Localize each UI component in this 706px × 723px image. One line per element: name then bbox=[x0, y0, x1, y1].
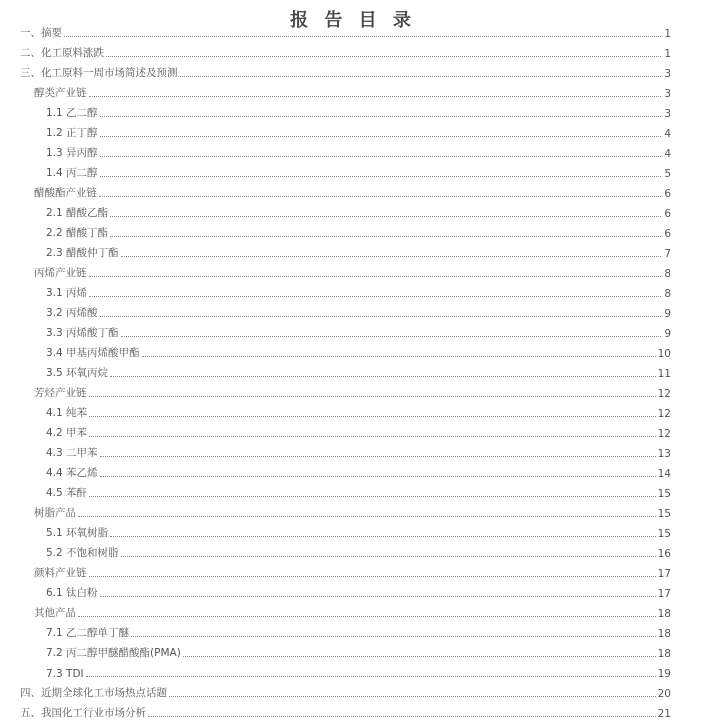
toc-entry-label: 一、摘要 bbox=[20, 27, 62, 39]
toc-dot-leader bbox=[89, 496, 656, 497]
toc-entry-label: 4.4 苯乙烯 bbox=[46, 467, 98, 479]
toc-dot-leader bbox=[100, 136, 661, 137]
toc-entry-page-number: 15 bbox=[657, 528, 671, 540]
toc-entry-page-number: 16 bbox=[657, 548, 671, 560]
toc-entry-label: 7.3 TDI bbox=[46, 668, 84, 680]
toc-entry-page-number: 21 bbox=[657, 708, 671, 720]
toc-entry-page-number: 1 bbox=[664, 48, 671, 60]
toc-entry-page-number: 3 bbox=[664, 68, 671, 80]
toc-entry[interactable] bbox=[46, 123, 671, 143]
toc-entry-label: 5.2 不饱和树脂 bbox=[46, 547, 119, 559]
toc-dot-leader bbox=[106, 56, 661, 57]
toc-dot-leader bbox=[89, 396, 656, 397]
toc-dot-leader bbox=[100, 316, 661, 317]
toc-dot-leader bbox=[121, 556, 656, 557]
report-title: 报 告 目 录 bbox=[290, 10, 416, 31]
toc-entry[interactable] bbox=[46, 283, 671, 303]
toc-entry-page-number: 9 bbox=[664, 308, 671, 320]
toc-dot-leader bbox=[89, 436, 656, 437]
toc-entry[interactable] bbox=[20, 683, 671, 703]
toc-dot-leader bbox=[142, 356, 656, 357]
toc-entry-label: 醇类产业链 bbox=[34, 87, 87, 99]
toc-entry[interactable] bbox=[46, 443, 671, 463]
toc-entry-label: 二、化工原料涨跌 bbox=[20, 47, 104, 59]
toc-dot-leader bbox=[78, 516, 656, 517]
toc-entry-label: 1.3 异丙醇 bbox=[46, 147, 98, 159]
toc-entry[interactable] bbox=[34, 83, 671, 103]
toc-dot-leader bbox=[100, 476, 656, 477]
toc-entry[interactable] bbox=[46, 203, 671, 223]
toc-dot-leader bbox=[110, 376, 656, 377]
toc-dot-leader bbox=[100, 116, 661, 117]
toc-entry[interactable] bbox=[20, 703, 671, 723]
toc-entry-page-number: 9 bbox=[664, 328, 671, 340]
toc-dot-leader bbox=[180, 76, 662, 77]
toc-entry[interactable] bbox=[34, 183, 671, 203]
toc-entry-page-number: 19 bbox=[657, 668, 671, 680]
toc-dot-leader bbox=[89, 96, 662, 97]
toc-entry[interactable] bbox=[20, 43, 671, 63]
toc-dot-leader bbox=[110, 216, 661, 217]
toc-dot-leader bbox=[121, 336, 661, 337]
toc-dot-leader bbox=[148, 716, 656, 717]
toc-entry-page-number: 4 bbox=[664, 148, 671, 160]
toc-entry[interactable] bbox=[46, 163, 671, 183]
toc-entry-page-number: 18 bbox=[657, 628, 671, 640]
toc-entry[interactable] bbox=[46, 543, 671, 563]
toc-dot-leader bbox=[89, 276, 662, 277]
toc-dot-leader bbox=[131, 636, 656, 637]
toc-entry-page-number: 17 bbox=[657, 568, 671, 580]
toc-entry[interactable] bbox=[46, 463, 671, 483]
toc-entry[interactable] bbox=[46, 103, 671, 123]
toc-entry[interactable] bbox=[34, 503, 671, 523]
toc-entry-page-number: 12 bbox=[657, 388, 671, 400]
toc-entry-label: 颜料产业链 bbox=[34, 567, 87, 579]
toc-dot-leader bbox=[121, 256, 661, 257]
toc-entry-page-number: 12 bbox=[657, 408, 671, 420]
toc-dot-leader bbox=[110, 536, 656, 537]
toc-entry[interactable] bbox=[46, 323, 671, 343]
toc-entry-page-number: 6 bbox=[664, 228, 671, 240]
toc-entry[interactable] bbox=[20, 23, 671, 43]
toc-entry[interactable] bbox=[46, 363, 671, 383]
toc-entry-label: 1.4 丙二醇 bbox=[46, 167, 98, 179]
toc-entry-page-number: 5 bbox=[664, 168, 671, 180]
toc-entry-label: 三、化工原料一周市场简述及预测 bbox=[20, 67, 178, 79]
toc-entry-page-number: 1 bbox=[664, 28, 671, 40]
toc-dot-leader bbox=[99, 196, 661, 197]
toc-entry[interactable] bbox=[46, 143, 671, 163]
toc-entry-label: 3.1 丙烯 bbox=[46, 287, 88, 299]
toc-entry[interactable] bbox=[34, 603, 671, 623]
toc-entry-label: 6.1 钛白粉 bbox=[46, 587, 98, 599]
toc-entry-label: 5.1 环氧树脂 bbox=[46, 527, 109, 539]
toc-entry-label: 4.3 二甲苯 bbox=[46, 447, 98, 459]
toc-dot-leader bbox=[64, 36, 661, 37]
toc-entry-page-number: 3 bbox=[664, 108, 671, 120]
toc-entry[interactable] bbox=[20, 63, 671, 83]
toc-dot-leader bbox=[100, 156, 661, 157]
toc-entry-label: 3.4 甲基丙烯酸甲酯 bbox=[46, 347, 140, 359]
toc-entry-label: 2.1 醋酸乙酯 bbox=[46, 207, 109, 219]
toc-entry-label: 3.2 丙烯酸 bbox=[46, 307, 98, 319]
toc-entry[interactable] bbox=[46, 583, 671, 603]
toc-entry-label: 其他产品 bbox=[34, 607, 76, 619]
toc-entry[interactable] bbox=[46, 423, 671, 443]
toc-entry-page-number: 8 bbox=[664, 268, 671, 280]
toc-entry[interactable] bbox=[46, 243, 671, 263]
toc-entry-label: 芳烃产业链 bbox=[34, 387, 87, 399]
toc-entry[interactable] bbox=[46, 623, 671, 643]
toc-entry-page-number: 12 bbox=[657, 428, 671, 440]
toc-dot-leader bbox=[86, 676, 656, 677]
toc-dot-leader bbox=[89, 416, 656, 417]
toc-dot-leader bbox=[100, 456, 656, 457]
toc-entry-label: 2.2 醋酸丁酯 bbox=[46, 227, 109, 239]
toc-entry[interactable] bbox=[46, 483, 671, 503]
toc-entry[interactable] bbox=[46, 343, 671, 363]
toc-entry-label: 7.2 丙二醇甲醚醋酸酯(PMA) bbox=[46, 647, 181, 659]
toc-dot-leader bbox=[78, 616, 656, 617]
toc-entry-page-number: 20 bbox=[657, 688, 671, 700]
toc-entry-label: 四、近期全球化工市场热点话题 bbox=[20, 687, 167, 699]
toc-entry-label: 树脂产品 bbox=[34, 507, 76, 519]
toc-entry[interactable] bbox=[46, 663, 671, 683]
toc-entry-label: 4.5 苯酐 bbox=[46, 487, 88, 499]
toc-entry-label: 丙烯产业链 bbox=[34, 267, 87, 279]
toc-entry-page-number: 7 bbox=[664, 248, 671, 260]
toc-entry-page-number: 17 bbox=[657, 588, 671, 600]
toc-entry[interactable] bbox=[46, 403, 671, 423]
toc-entry-label: 五、我国化工行业市场分析 bbox=[20, 707, 146, 719]
toc-entry-label: 醋酸酯产业链 bbox=[34, 187, 97, 199]
toc-entry-page-number: 10 bbox=[657, 348, 671, 360]
toc-entry[interactable] bbox=[34, 383, 671, 403]
toc-entry[interactable] bbox=[46, 523, 671, 543]
toc-entry-page-number: 6 bbox=[664, 188, 671, 200]
toc-entry-page-number: 14 bbox=[657, 468, 671, 480]
toc-entry[interactable] bbox=[34, 263, 671, 283]
toc-entry-page-number: 15 bbox=[657, 488, 671, 500]
toc-entry-label: 1.2 正丁醇 bbox=[46, 127, 98, 139]
toc-entry-label: 2.3 醋酸仲丁酯 bbox=[46, 247, 119, 259]
toc-dot-leader bbox=[183, 656, 656, 657]
toc-entry[interactable] bbox=[46, 303, 671, 323]
toc-entry[interactable] bbox=[34, 563, 671, 583]
toc-entry-page-number: 15 bbox=[657, 508, 671, 520]
toc-dot-leader bbox=[89, 576, 656, 577]
toc-dot-leader bbox=[89, 296, 661, 297]
toc-entry-page-number: 13 bbox=[657, 448, 671, 460]
toc-entry-label: 1.1 乙二醇 bbox=[46, 107, 98, 119]
toc-entry[interactable] bbox=[46, 223, 671, 243]
toc-dot-leader bbox=[100, 596, 656, 597]
toc-entry-page-number: 3 bbox=[664, 88, 671, 100]
toc-entry-label: 4.1 纯苯 bbox=[46, 407, 88, 419]
toc-entry-label: 7.1 乙二醇单丁醚 bbox=[46, 627, 130, 639]
toc-entry-page-number: 8 bbox=[664, 288, 671, 300]
toc-dot-leader bbox=[169, 696, 656, 697]
toc-dot-leader bbox=[100, 176, 661, 177]
toc-entry-page-number: 11 bbox=[657, 368, 671, 380]
toc-entry-label: 3.3 丙烯酸丁酯 bbox=[46, 327, 119, 339]
toc-entry-page-number: 18 bbox=[657, 648, 671, 660]
toc-entry-label: 4.2 甲苯 bbox=[46, 427, 88, 439]
toc-entry-label: 3.5 环氧丙烷 bbox=[46, 367, 109, 379]
toc-entry-page-number: 18 bbox=[657, 608, 671, 620]
toc-entry-page-number: 4 bbox=[664, 128, 671, 140]
toc-dot-leader bbox=[110, 236, 661, 237]
toc-entry[interactable] bbox=[46, 643, 671, 663]
toc-entry-page-number: 6 bbox=[664, 208, 671, 220]
